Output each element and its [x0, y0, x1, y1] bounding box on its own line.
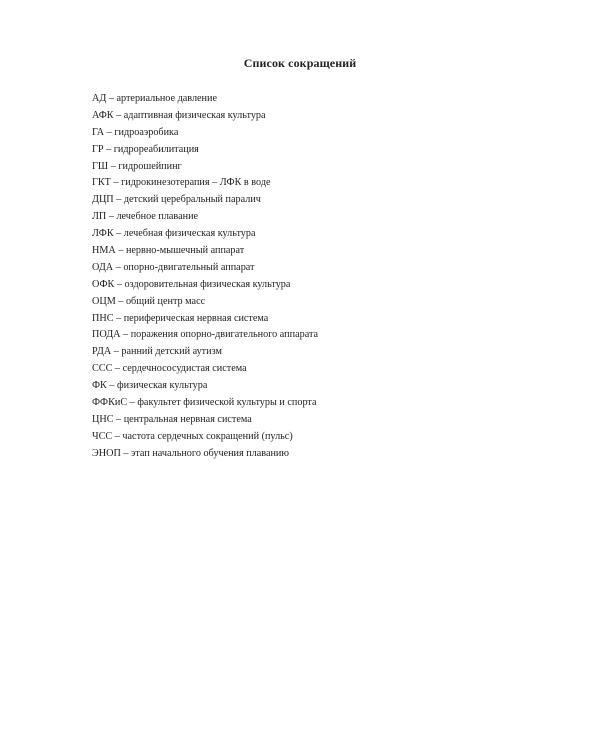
- abbreviation-item: ГР – гидрореабилитация: [92, 143, 199, 155]
- abbreviation-item: ЧСС – частота сердечных сокращений (пульс): [92, 430, 293, 442]
- abbreviation-item: ОФК – оздоровительная физическая культура: [92, 278, 291, 290]
- abbreviation-item: ЛП – лечебное плавание: [92, 211, 199, 223]
- abbreviation-item: ГШ – гидрошейпинг: [92, 160, 182, 172]
- abbreviation-item: ГА – гидроаэробика: [92, 126, 179, 138]
- abbreviation-item: ПОДА – поражения опорно-двигательного аппарата: [92, 329, 319, 341]
- abbreviation-item: НМА – нервно-мышечный аппарат: [92, 245, 245, 257]
- abbreviation-item: ПНС – периферическая нервная система: [92, 312, 269, 324]
- abbreviation-item: ЦНС – центральная нервная система: [92, 413, 252, 425]
- abbreviation-item: ФК – физическая культура: [92, 380, 208, 392]
- abbreviation-list: [92, 91, 318, 463]
- abbreviation-item: ЛФК – лечебная физическая культура: [92, 228, 256, 240]
- abbreviation-item: АФК – адаптивная физическая культура: [92, 109, 266, 121]
- abbreviation-item: ОДА – опорно-двигательный аппарат: [92, 261, 255, 273]
- abbreviation-item: ЭНОП – этап начального обучения плаванию: [92, 447, 289, 459]
- abbreviation-item: ФФКиС – факультет физической культуры и спорта: [92, 397, 317, 409]
- abbreviation-item: ГКТ – гидрокинезотерапия – ЛФК в воде: [92, 177, 271, 189]
- abbreviation-item: РДА – ранний детский аутизм: [92, 346, 222, 358]
- abbreviation-item: АД – артериальное давление: [92, 93, 217, 104]
- abbreviation-item: ДЦП – детский церебральный паралич: [92, 194, 261, 206]
- page-title: Список сокращений: [243, 56, 357, 70]
- abbreviation-item: ОЦМ – общий центр масс: [92, 295, 206, 307]
- abbreviation-item: ССС – сердечнососудистая система: [92, 363, 247, 375]
